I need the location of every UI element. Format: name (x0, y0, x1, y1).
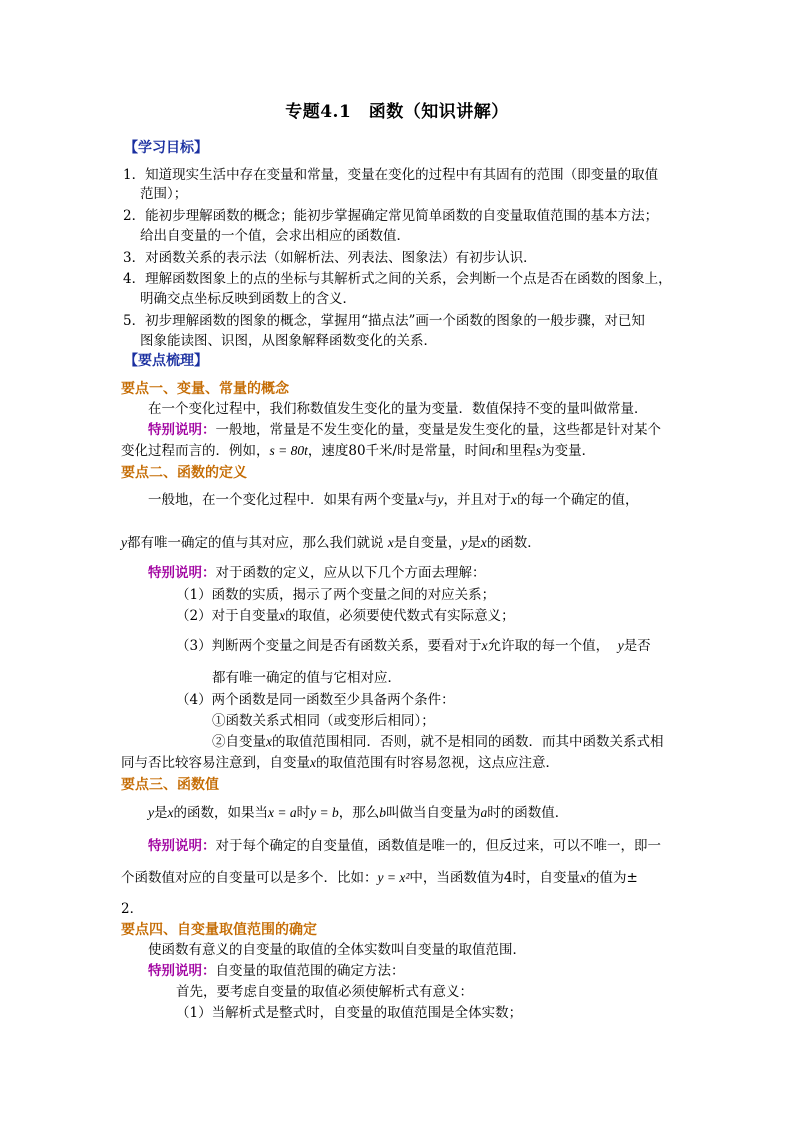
section-3-line-3: 个函数值对应的自变量可以是多个．比如：y = x²中，当函数值为4时，自变量x的值为± (121, 870, 638, 886)
section-2-line-2: y都有唯一确定的值与其对应，那么我们就说 x是自变量，y是x的函数． (121, 535, 541, 551)
goal-line-7: 明确交点坐标反映到函数上的含义． (140, 291, 356, 307)
goal-line-3: 2．能初步理解函数的概念；能初步掌握确定常见简单函数的自变量取值范围的基本方法； (123, 208, 659, 224)
section-4-heading: 要点四、自变量取值范围的确定 (121, 922, 317, 938)
section-2-item-4: （4）两个函数是同一函数至少具备两个条件： (176, 692, 455, 708)
section-2-line-1: 一般地，在一个变化过程中．如果有两个变量x与y，并且对于x的每一个确定的值， (148, 492, 639, 508)
section-3-heading: 要点三、函数值 (121, 777, 219, 793)
section-4-note-line: 特别说明：自变量的取值范围的确定方法： (148, 963, 405, 979)
section-2-note-line: 特别说明：对于函数的定义，应从以下几个方面去理解： (148, 565, 486, 581)
goal-line-5: 3．对函数关系的表示法（如解析法、列表法、图象法）有初步认识． (123, 250, 537, 266)
section-2-item-4c: 同与否比较容易注意到，自变量x的取值范围有时容易忽视，这点应注意． (121, 755, 559, 771)
points-heading: 【要点梳理】 (124, 353, 208, 369)
section-4-line-1: 使函数有意义的自变量的取值的全体实数叫自变量的取值范围． (148, 942, 526, 958)
section-3-line-1: y是x的函数，如果当x = a时y = b，那么b叫做当自变量为a时的函数值． (148, 805, 569, 821)
goal-line-1: 1．知道现实生活中存在变量和常量，变量在变化的过程中有其固有的范围（即变量的取值 (123, 167, 659, 183)
goals-heading: 【学习目标】 (124, 140, 208, 156)
goal-line-6: 4．理解函数图象上的点的坐标与其解析式之间的关系，会判断一个点是否在函数的图象上， (123, 271, 672, 287)
section-1-line-1: 在一个变化过程中，我们称数值发生变化的量为变量．数值保持不变的量叫做常量． (148, 401, 648, 417)
goal-line-9: 图象能读图、识图，从图象解释函数变化的关系． (140, 333, 437, 349)
section-2-item-3-cont: 都有唯一确定的值与它相对应． (212, 670, 401, 686)
section-4-line-4: （1）当解析式是整式时，自变量的取值范围是全体实数； (176, 1005, 523, 1021)
equation-s-80t: s = 80t (269, 443, 308, 458)
goal-line-4: 给出自变量的一个值，会求出相应的函数值． (140, 228, 410, 244)
section-2-item-4a: ①函数关系式相同（或变形后相同）； (212, 713, 435, 729)
equation-y-x-squared: y = x² (377, 870, 410, 885)
section-1-line-3: 变化过程而言的．例如，s = 80t，速度80千米/时是常量，时间t和里程s为变量． (121, 443, 596, 459)
special-note-label: 特别说明： (148, 422, 216, 438)
section-1-heading: 要点一、变量、常量的概念 (121, 381, 289, 397)
goal-line-8: 5．初步理解函数的图象的概念，掌握用“描点法”画一个函数的图象的一般步骤，对已知 (123, 313, 645, 329)
section-2-item-3: （3）判断两个变量之间是否有函数关系，要看对于x允许取的每一个值， y是否 (176, 638, 651, 654)
goal-line-2: 范围）； (140, 186, 188, 202)
page-title: 专题4.1 函数（知识讲解） (285, 102, 509, 122)
section-1-note-line: 特别说明：一般地，常量是不发生变化的量，变量是发生变化的量，这些都是针对某个 (148, 422, 661, 438)
section-2-heading: 要点二、函数的定义 (121, 465, 247, 481)
section-2-item-4b: ②自变量x的取值范围相同．否则，就不是相同的函数．而其中函数关系式相 (212, 734, 664, 750)
section-3-line-4: 2． (121, 901, 144, 917)
section-4-line-3: 首先，要考虑自变量的取值必须使解析式有意义： (176, 984, 473, 1000)
section-2-item-1: （1）函数的实质，揭示了两个变量之间的对应关系； (176, 587, 496, 603)
section-2-item-2: （2）对于自变量x的取值，必须要使代数式有实际意义； (176, 608, 515, 624)
section-3-note-line: 特别说明：对于每个确定的自变量值，函数值是唯一的，但反过来，可以不唯一，即一 (148, 838, 661, 854)
